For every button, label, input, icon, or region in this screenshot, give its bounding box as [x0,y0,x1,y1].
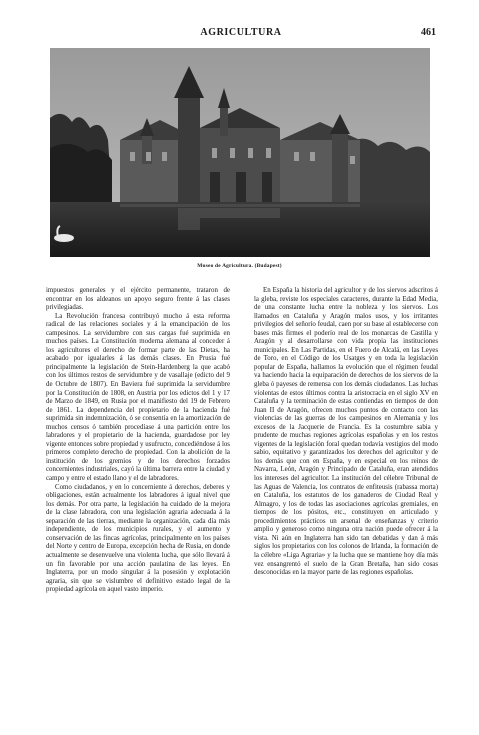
paragraph: La Revolución francesa contribuyó mucho á esta reforma radical de las relaciones sociales y á la emancipación de los campesinos. La servidumbre con sus cargas fué suprimida en muchos países. La Constitución moderna alemana al conceder á los agricultores el derecho de formar parte de las Dietas, ha acabado por igualarles á las demás clases. En Prusia fué principalmente la legislación de Stein-Hardenberg la que acabó con los últimos restos de servidumbre y de vasallaje (edicto del 9 de Octubre de 1807). En Baviera fué suprimida la servidumbre por la Constitución de 1808, en Austria por los edictos del 1 y 17 de Marzo de 1849, en Rusia por el manifiesto del 19 de Febrero de 1861. La dependencia del propietario de la hacienda fué suprimida sin indemnización, ó se consentía en la amortización de muchos censos ó también procedíase á una partición entre los labradores y el propietario de la hacienda, guardadose por ley vigente entonces sobre propiedad y usufructo, concediéndose á los primeros completo derecho de propiedad. Con la abolición de la institución de los gremios y de los derechos forzados concernientes industriales, cayó la última barrera entre la ciudad y campo y entre el estado llano y el de labradores. [46,312,230,483]
running-title: AGRICULTURA [200,27,282,38]
page-header [46,27,436,41]
paragraph: En España la historia del agricultor y de los siervos adscritos á la gleba, reviste los especiales caracteres, durante la Edad Media, de una constante lucha entre la nobleza y los siervos. Los llamados en Cataluña y Aragón malos usos, y los irritantes privilegios del señorío feudal, caen por su base al establecerse con bases más firmes el poderío real de los monarcas de Castilla y Aragón y al desarrollarse con vida propia las instituciones municipales. En Las Partidas, en el Fuero de Alcalá, en las Leyes de Toro, en el Código de los Usatges y en toda la legislación popular de España, hallamos la evolución que el régimen feudal va haciendo hacia la equiparación de derechos de los siervos de la gleba ó payeses de remensa con los demás ciudadanos. Las luchas violentas de estos últimos contra la aristocracia en el siglo XV en Cataluña y la terminación de estas contiendas en tiempos de don Juan II de Aragón, ofrecen muchos puntos de contacto con las violencias de las guerras de los campesinos en Alemania y los excesos de la Jacquerie de Francia. Es la costumbre sabia y prudente de muchas regiones agrícolas españolas y en los restos vigentes de la legislación foral quedan todavía vestigios del modo sabio, equitativo y garantizados los derechos del agricultor y de los demás que con en España, y en especial en los reinos de Navarra, León, Aragón y Principado de Cataluña, eran atendidos los intereses del agricultor. La institución del célebre Tribunal de las Aguas de Valencia, los contratos de enfiteusis (rabassa morta) en Cataluña, los estatutos de los ganaderos de Ciudad Real y Almagro, y los de todas las asociaciones agrícolas gremiales, en tiempos de los pósitos, etc., constituyen en articulado y procedimientos prácticos un arsenal de enseñanzas y criterio amplio y generoso como ninguna otra nación puede ofrecer á la vista. Ni aún en Inglaterra han sido tan debatidas y dan á más siglos los propietarios con los colonos de Irlanda, la formación de la célebre «Liga Agraria» y la lucha que se mantiene hoy día más vez ensangrentó el suelo de la Gran Bretaña, han sido cosas desconocidas en la mayor parte de las regiones españolas. [254,287,438,577]
page-number: 461 [421,27,436,38]
paragraph: impuestos generales y el ejército permanente, trataron de encontrar en los aldeanos un apoyo seguro frente á las clases privilegiadas. [46,287,230,312]
museum-photograph [50,48,430,257]
figure-caption: Museo de Agricultura. (Budapest) [197,263,282,269]
left-column [46,287,230,595]
right-column [254,287,438,578]
castle-photo-illustration [50,48,430,257]
paragraph: Como ciudadanos, y en lo concerniente á derechos, deberes y obligaciones, están actualmente los labradores á igual nivel que los demás. Por otra parte, la legislación ha cuidado de la mejora de la clase labradora, con una legislación agraria adecuada á la separación de las tierras, mediante la organización, cada día más independiente, de los municipios rurales, y el aumento y conservación de las fincas agrícolas, principalmente en los países del Norte y centro de Europa, excepción hecha de Rusia, en donde actualmente se desenvuelve una violenta lucha, que sólo llevará á un fin favorable por una acción paulatina de las leyes. En Inglaterra, por un modo singular á la posesión y explotación agraria, sin que se vislumbre el definitivo estado legal de la propiedad agrícola en aquel vasto imperio. [46,483,230,594]
